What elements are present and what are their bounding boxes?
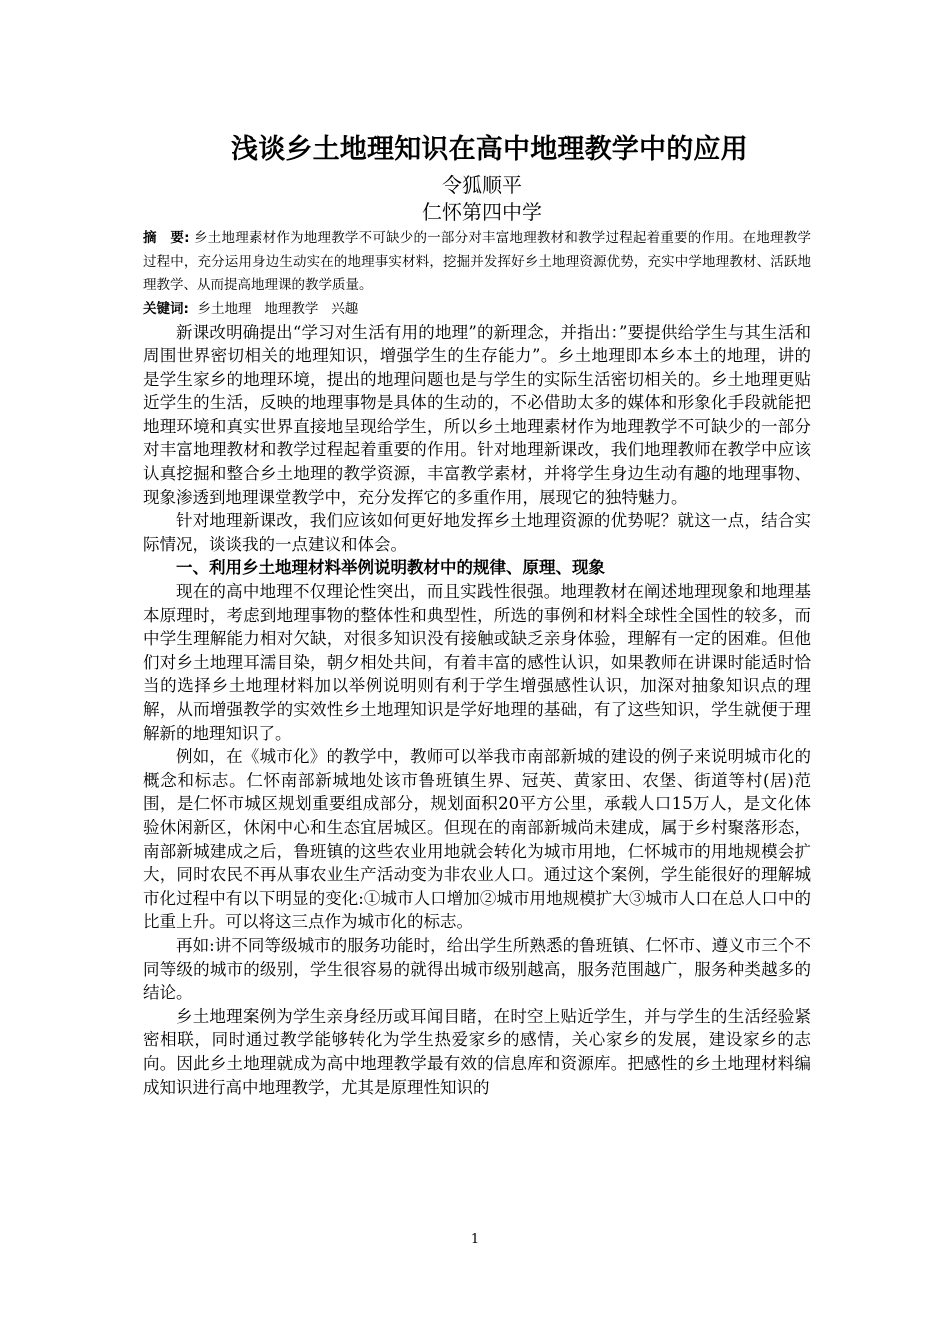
keywords-text: 乡土地理 地理教学 兴趣 — [188, 300, 359, 317]
paragraph: 再如:讲不同等级城市的服务功能时，给出学生所熟悉的鲁班镇、仁怀市、遵义市三个不同等级的城市的级别，学生很容易的就得出城市级别越高，服务范围越广，服务种类越多的结论。 — [143, 935, 811, 1003]
section-heading: 一、利用乡土地理材料举例说明教材中的规律、原理、现象 — [176, 558, 605, 578]
page-number: 1 — [470, 1232, 480, 1247]
keywords-label: 关键词: — [143, 300, 189, 317]
author-school: 仁怀第四中学 — [422, 200, 542, 224]
keywords — [143, 298, 811, 321]
body-text — [143, 321, 811, 1100]
paragraph: 针对地理新课改，我们应该如何更好地发挥乡土地理资源的优势呢？就这一点，结合实际情况，谈谈我的一点建议和体会。 — [143, 511, 811, 554]
abstract-text: 乡土地理素材作为地理教学不可缺少的一部分对丰富地理教材和教学过程起着重要的作用。在地理教学过程中，充分运用身边生动实在的地理事实材料，挖掘并发挥好乡土地理资源优势，充实中学地理教材、活跃地理教学、从而提高地理课的教学质量。 — [143, 230, 811, 293]
author-name: 令狐顺平 — [442, 173, 522, 197]
paragraph: 新课改明确提出“学习对生活有用的地理”的新理念，并指出：”要提供给学生与其生活和周围世界密切相关的地理知识，增强学生的生存能力”。乡土地理即本乡本土的地理，讲的是学生家乡的地理环境，提出的地理问题也是与学生的实际生活密切相关的。乡土地理更贴近学生的生活，反映的地理事物是具体的生动的，不必借助太多的媒体和形象化手段就能把地理环境和真实世界直接地呈现给学生，所以乡土地理素材作为地理教学不可缺少的一部分对丰富地理教材和教学过程起着重要的作用。针对地理新课改，我们地理教师在教学中应该认真挖掘和整合乡土地理的教学资源，丰富教学素材，并将学生身边生动有趣的地理事物、现象渗透到地理课堂教学中，充分发挥它的多重作用，展现它的独特魅力。 — [143, 322, 811, 507]
paragraph: 乡土地理案例为学生亲身经历或耳闻目睹，在时空上贴近学生，并与学生的生活经验紧密相联，同时通过教学能够转化为学生热爱家乡的感情，关心家乡的发展，建设家乡的志向。因此乡土地理就成为高中地理教学最有效的信息库和资源库。把感性的乡土地理材料编成知识进行高中地理教学，尤其是原理性知识的 — [143, 1006, 811, 1097]
page-title: 浅谈乡土地理知识在高中地理教学中的应用 — [231, 134, 748, 165]
document-page — [143, 128, 811, 1099]
paragraph: 例如，在《城市化》的教学中，教师可以举我市南部新城的建设的例子来说明城市化的概念和标志。仁怀南部新城地处该市鲁班镇生界、冠英、黄家田、农堡、街道等村(居)范围，是仁怀市城区规划重要组成部分，规划面积20平方公里，承载人口15万人，是文化体验休闲新区，休闲中心和生态宜居城区。但现在的南部新城尚未建成，属于乡村聚落形态，南部新城建成之后，鲁班镇的这些农业用地就会转化为城市用地，仁怀城市的用地规模会扩大，同时农民不再从事农业生产活动变为非农业人口。通过这个案例，学生能很好的理解城市化过程中有以下明显的变化:①城市人口增加②城市用地规模扩大③城市人口在总人口中的比重上升。可以将这三点作为城市化的标志。 — [143, 747, 811, 932]
paragraph: 现在的高中地理不仅理论性突出，而且实践性很强。地理教材在阐述地理现象和地理基本原理时，考虑到地理事物的整体性和典型性，所选的事例和材料全球性全国性的较多，而中学生理解能力相对欠缺，对很多知识没有接触或缺乏亲身体验，理解有一定的困难。但他们对乡土地理耳濡目染，朝夕相处共间，有着丰富的感性认识，如果教师在讲课时能适时恰当的选择乡土地理材料加以举例说明则有利于学生增强感性认识，加深对抽象知识点的理解，从而增强教学的实效性乡土地理知识是学好地理的基础，有了这些知识，学生就便于理解新的地理知识了。 — [143, 582, 811, 743]
abstract — [143, 227, 811, 298]
abstract-label: 摘 要: — [143, 230, 190, 246]
